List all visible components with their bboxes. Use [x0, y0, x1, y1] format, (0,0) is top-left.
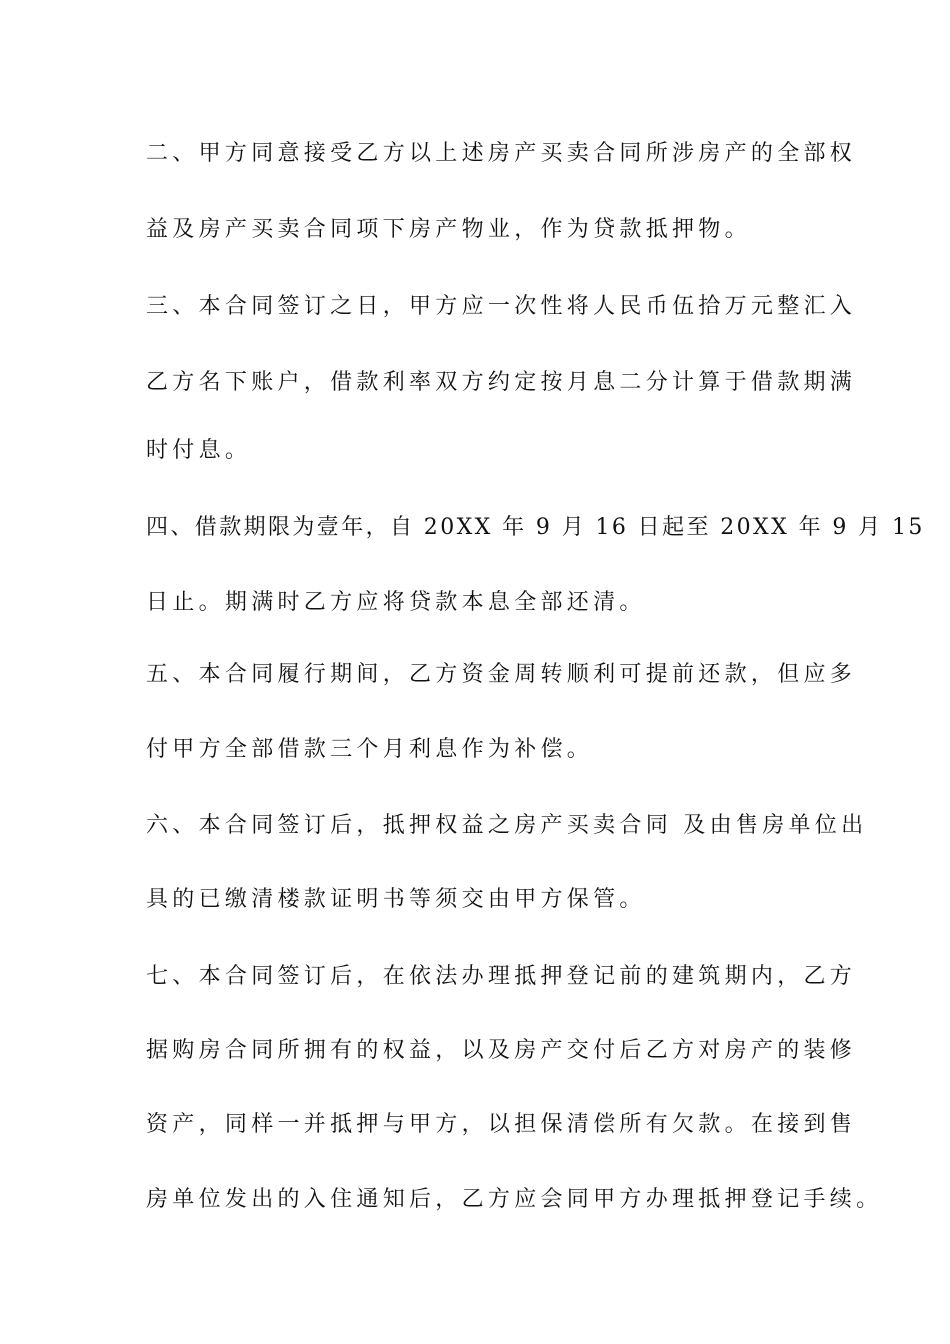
text-line-clause-2-part-1: 二、甲方同意接受乙方以上述房产买卖合同所涉房产的全部权 [146, 141, 857, 166]
text-line-clause-5-part-1: 五、本合同履行期间，乙方资金周转顺利可提前还款，但应多 [146, 662, 857, 687]
text-line-clause-4-part-1: 四、借款期限为壹年，自 20XX 年 9 月 16 日起至 20XX 年 9 月 15 [146, 515, 925, 540]
text-line-clause-7-part-2: 据购房合同所拥有的权益，以及房产交付后乙方对房产的装修 [146, 1038, 857, 1063]
text-line-clause-2-part-2: 益及房产买卖合同项下房产物业，作为贷款抵押物。 [146, 217, 751, 242]
text-line-clause-3-part-2: 乙方名下账户，借款利率双方约定按月息二分计算于借款期满 [146, 370, 857, 395]
text-line-clause-3-part-1: 三、本合同签订之日，甲方应一次性将人民币伍拾万元整汇入 [146, 294, 857, 319]
text-line-clause-3-part-3: 时付息。 [146, 438, 252, 463]
text-line-clause-7-part-3: 资产，同样一并抵押与甲方，以担保清偿所有欠款。在接到售 [146, 1112, 857, 1137]
text-line-clause-6-part-1: 六、本合同签订后，抵押权益之房产买卖合同 及由售房单位出 [146, 813, 868, 838]
text-line-clause-5-part-2: 付甲方全部借款三个月利息作为补偿。 [146, 737, 594, 762]
text-line-clause-7-part-1: 七、本合同签订后，在依法办理抵押登记前的建筑期内，乙方 [146, 964, 857, 989]
text-line-clause-4-part-2: 日止。期满时乙方应将贷款本息全部还清。 [146, 590, 646, 615]
text-line-clause-6-part-2: 具的已缴清楼款证明书等须交由甲方保管。 [146, 887, 646, 912]
text-line-clause-7-part-4: 房单位发出的入住通知后，乙方应会同甲方办理抵押登记手续。 [146, 1187, 883, 1212]
